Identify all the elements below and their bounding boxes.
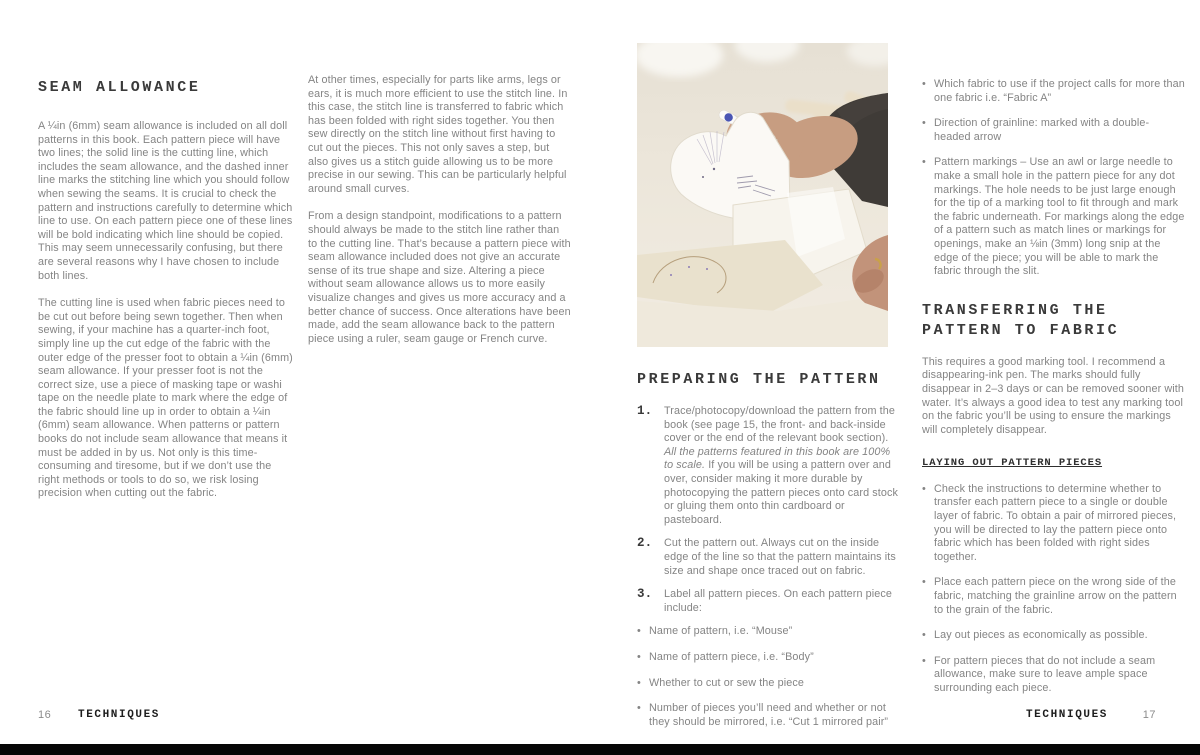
step-3-text: Label all pattern pieces. On each pattern piece include:	[664, 588, 892, 614]
page-footer	[0, 709, 1200, 725]
seam-allowance-heading: SEAM ALLOWANCE	[38, 79, 201, 96]
bullet-icon: •	[922, 654, 926, 667]
list-item	[922, 156, 1185, 278]
bullet-text: Name of pattern piece, i.e. “Body”	[649, 650, 814, 663]
bullet-icon: •	[637, 676, 641, 689]
bullet-icon: •	[922, 482, 926, 495]
preparing-the-pattern-section	[637, 370, 899, 741]
list-item	[922, 78, 1185, 105]
right-page-column-2	[922, 78, 1185, 708]
list-item	[637, 677, 899, 691]
bullet-text: Lay out pieces as economically as possible.	[934, 629, 1148, 642]
bullet-icon: •	[637, 625, 641, 638]
transferring-heading-line-2: PATTERN TO FABRIC	[922, 321, 1120, 339]
transferring-heading	[922, 301, 1185, 341]
list-item	[922, 655, 1185, 696]
seam-allowance-paragraph-1: A ¼in (6mm) seam allowance is included on all doll patterns in this book. Each pattern piece will have two lines; the solid line is the cutting line, which includes the seam allowance, and the dashed inner line marks the stitching line which you should follow when sewing the seams. It is crucial to check the pattern and instructions carefully to determine which line to use. On each pattern piece one of these lines will be bold indicating which line should be copied. This may seem unnecessarily confusing, but there are several reasons why I have chosen to include both lines.	[38, 120, 293, 282]
bullet-icon: •	[922, 156, 926, 169]
list-item	[637, 625, 899, 639]
pattern-tracing-photo	[637, 43, 888, 347]
bullet-text: Whether to cut or sew the piece	[649, 676, 804, 689]
laying-out-subheading: LAYING OUT PATTERN PIECES	[922, 457, 1103, 470]
step-1-text-pre: Trace/photocopy/download the pattern from the book (see page 15, the front- and back-inside cover or the end of the relevant book section).	[664, 405, 895, 445]
step-1-text	[664, 405, 899, 527]
bottom-black-bar	[0, 744, 1200, 755]
bullet-text: Pattern markings – Use an awl or large needle to make a small hole in the pattern piece for any dot markings. The hole needs to be just large enough for the tip of a marking tool to fit through and mark the fabric underneath. For markings along the edge of a pattern such as match lines or markings for openings, make an ⅛in (3mm) long snip at the edge of the piece; you will be able to mark the fabric through the slit.	[934, 156, 1185, 278]
bullet-icon: •	[922, 576, 926, 589]
bullet-text: Direction of grainline: marked with a double-headed arrow	[934, 117, 1150, 143]
list-item	[922, 117, 1185, 144]
right-page-number: 17	[1142, 709, 1156, 721]
step-1	[637, 405, 899, 527]
list-item	[922, 483, 1185, 565]
step-2-number: 2.	[637, 536, 653, 551]
laying-out-bullet-list	[922, 483, 1185, 696]
seam-allowance-column-2	[308, 74, 571, 360]
step-2-text: Cut the pattern out. Always cut on the inside edge of the line so that the pattern maintains its size and shape once traced out on fabric.	[664, 537, 896, 577]
bullet-icon: •	[637, 650, 641, 663]
bullet-text: Place each pattern piece on the wrong side of the fabric, matching the grainline arrow on the pattern to the grain of the fabric.	[934, 576, 1177, 616]
left-page-number: 16	[38, 709, 52, 721]
preparing-the-pattern-heading: PREPARING THE PATTERN	[637, 371, 881, 388]
seam-allowance-section	[38, 78, 294, 515]
transferring-heading-line-1: TRANSFERRING THE	[922, 301, 1108, 319]
step-1-number: 1.	[637, 404, 653, 418]
preparing-steps-list	[637, 405, 899, 615]
transferring-intro-paragraph: This requires a good marking tool. I recommend a disappearing-ink pen. The marks should fully disappear in 2–3 days or can be removed sooner with water. It’s always a good idea to test any marking tool on the fabric you’ll be using to ensure the markings will completely disappear.	[922, 355, 1184, 436]
bullet-icon: •	[922, 629, 926, 642]
labeling-bullets-continued	[922, 78, 1185, 279]
list-item	[922, 629, 1185, 643]
step-2	[637, 537, 899, 578]
bullet-text: For pattern pieces that do not include a seam allowance, make sure to leave ample space surrounding each piece.	[934, 654, 1156, 694]
step-1-text-italic: All the patterns featured in this book are 100% to scale.	[664, 445, 891, 472]
step-3	[637, 588, 899, 615]
list-item	[637, 651, 899, 665]
step-1-text-post: If you will be using a pattern over and over, consider making it more durable by photocopying the pattern pieces onto card stock or gluing them onto thin cardboard or pasteboard.	[664, 459, 898, 526]
bullet-icon: •	[922, 117, 926, 130]
bullet-text: Name of pattern, i.e. “Mouse”	[649, 625, 793, 638]
stitch-line-paragraph: At other times, especially for parts like arms, legs or ears, it is much more efficient to use the stitch line. In this case, the stitch line is transferred to fabric which has been folded with right sides together. You then sew directly on the stitch line without first having to cut out the pieces. This not only saves a step, but also gives us a stitch guide allowing us to be more precise in our sewing. This can be particularly helpful around small curves.	[308, 74, 568, 195]
bullet-text: Check the instructions to determine whether to transfer each pattern piece to a single or double layer of fabric. To obtain a pair of mirrored pieces, you will be directed to lay the pattern piece onto fabric which has been folded with right sides together.	[934, 482, 1177, 563]
pattern-tracing-illustration	[637, 43, 888, 347]
right-running-head: TECHNIQUES	[1025, 709, 1108, 721]
step-3-number: 3.	[637, 587, 653, 602]
design-standpoint-paragraph: From a design standpoint, modifications to a pattern should always be made to the stitch line rather than to the cutting line. That’s because a pattern piece with seam allowance included does not give an accurate sense of its true shape and size. Altering a piece without seam allowance allows us to more easily visualize changes and gives us more accuracy and a better chance of success. Once alterations have been made, add the seam allowance back to the pattern piece using a ruler, seam gauge or French curve.	[308, 210, 571, 345]
left-running-head: TECHNIQUES	[78, 709, 161, 721]
seam-allowance-paragraph-2: The cutting line is used when fabric pieces need to be cut out before being sewn together. Then when sewing, if your machine has a quarter-inch foot, simply line up the cut edge of the fabric with the outer edge of the presser foot to obtain a ¼in (6mm) seam allowance. If your presser foot is not the correct size, use a piece of masking tape or washi tape on the needle plate to mark where the edge of the fabric should line up in order to obtain a ¼in (6mm) seam allowance. When patterns or pattern books do not include seam allowance that means it must be added in by us. Not only is this time-consuming and tiresome, but if we don’t use the right methods or tools to do so, we risk losing precision when cutting out the fabric.	[38, 297, 293, 500]
bullet-text: Which fabric to use if the project calls for more than one fabric i.e. “Fabric A”	[934, 78, 1185, 104]
bullet-text: Number of pieces you’ll need and whether or not they should be mirrored, i.e. “Cut 1 mirrored pair”	[649, 702, 889, 728]
bullet-icon: •	[637, 702, 641, 715]
list-item	[922, 576, 1185, 617]
bullet-icon: •	[922, 78, 926, 90]
